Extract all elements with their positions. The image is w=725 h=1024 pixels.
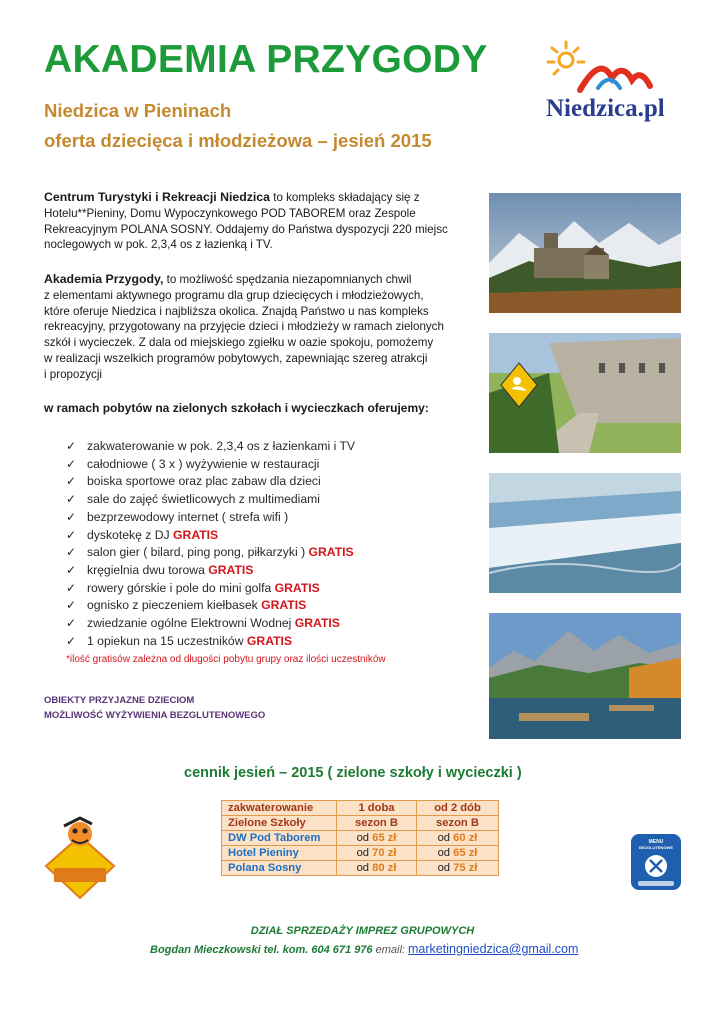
check-icon: ✓ (66, 580, 77, 595)
academy-line-1: to możliwość spędzania niezapomnianych chwil (163, 273, 412, 286)
intro-text: to kompleks składający się z Hotelu**Pieniny, Domu Wypoczynkowego POD TABOREM oraz Zespole Rekreacyjnym POLANA SOSNY. Oddajemy do Państwa dyspozycji 220 miejsc noclegowych w pok. 2,3,4 os z łazienką i TV. (44, 191, 448, 252)
contact-line (150, 942, 578, 956)
email-label: email: (375, 944, 409, 956)
academy-line-4: rekreacyjny, przygotowany na przyjęcie dzieci i młodzieży w ramach zielonych (44, 320, 444, 334)
gratis-badge: GRATIS (308, 545, 354, 560)
gluten-free-menu-icon (630, 833, 682, 891)
list-item: ✓ sale do zajęć świetlicowych z multimediami (66, 491, 355, 509)
academy-line-7: i propozycji (44, 367, 102, 381)
svg-text:MENU: MENU (648, 839, 664, 845)
intro-paragraph (44, 190, 474, 253)
gratis-footnote: *ilość gratisów zależna od długości pobytu grupy oraz ilości uczestników (66, 654, 386, 665)
list-item: ✓ kręgielnia dwu torowa GRATIS (66, 562, 355, 580)
list-item: ✓ bezprzewodowy internet ( strefa wifi ) (66, 509, 355, 527)
check-icon: ✓ (66, 456, 77, 471)
table-row: Zielone Szkoły sezon B sezon B (222, 816, 499, 831)
page-title: AKADEMIA PRZYGODY (44, 38, 488, 81)
subtitle-location: Niedzica w Pieninach (44, 100, 232, 121)
list-item: ✓ dyskotekę z DJ GRATIS (66, 527, 355, 545)
offer-list (66, 438, 355, 650)
child-friendly-note: OBIEKTY PRZYJAZNE DZIECIOM (44, 695, 195, 706)
offer-heading: w ramach pobytów na zielonych szkołach i wycieczkach oferujemy: (44, 401, 429, 415)
sales-department: DZIAŁ SPRZEDAŻY IMPREZ GRUPOWYCH (250, 925, 475, 937)
check-icon: ✓ (66, 509, 77, 524)
contact-person: Bogdan Mieczkowski tel. kom. 604 671 976 (150, 944, 373, 956)
river-rafting-photo (489, 613, 681, 739)
check-icon: ✓ (66, 492, 77, 507)
academy-lead: Akademia Przygody, (44, 272, 164, 286)
price-list-title: cennik jesień – 2015 ( zielone szkoły i wycieczki ) (184, 765, 522, 781)
academy-line-3: które oferuje Niedzica i najbliższa okolica. Znajdą Państwo u nas kompleks (44, 304, 429, 318)
list-item: ✓ rowery górskie i pole do mini golfa GRATIS (66, 580, 355, 598)
check-icon: ✓ (66, 562, 77, 577)
academy-line-5: szkół i wycieczek. Z dala od miejskiego zgiełku w oazie spokoju, pomożemy (44, 336, 434, 350)
mountain-wave-icon (580, 69, 650, 90)
sun-icon (548, 42, 584, 74)
academy-paragraph (44, 272, 474, 383)
list-item: ✓ ognisko z pieczeniem kiełbasek GRATIS (66, 597, 355, 615)
list-item: ✓ całodniowe ( 3 x ) wyżywienie w restauracji (66, 456, 355, 474)
subtitle-offer: oferta dziecięca i młodzieżowa – jesień 2015 (44, 130, 432, 151)
check-icon: ✓ (66, 527, 77, 542)
check-icon: ✓ (66, 598, 77, 613)
dam-waterfall-photo (489, 473, 681, 593)
list-item: ✓ zakwaterowanie w pok. 2,3,4 os z łazienkami i TV (66, 438, 355, 456)
gratis-badge: GRATIS (274, 580, 320, 595)
intro-lead: Centrum Turystyki i Rekreacji Niedzica (44, 190, 270, 204)
check-icon: ✓ (66, 474, 77, 489)
child-friendly-badge-icon (44, 816, 116, 900)
gratis-badge: GRATIS (208, 562, 254, 577)
check-icon: ✓ (66, 545, 77, 560)
academy-line-6: w realizacji wszelkich programów pobytowych, zapewniając szereg atrakcji (44, 351, 428, 365)
castle-photo (489, 193, 681, 313)
list-item: ✓ 1 opiekun na 15 uczestników GRATIS (66, 633, 355, 651)
table-row: zakwaterowanie 1 doba od 2 dób (222, 801, 499, 816)
table-row: DW Pod Taborem od 65 zł od 60 zł (222, 831, 499, 846)
castle-path-photo (489, 333, 681, 453)
logo-text: Niedzica.pl (546, 95, 665, 122)
gratis-badge: GRATIS (294, 616, 340, 631)
price-table (221, 800, 499, 876)
gluten-free-note: MOŻLIWOŚĆ WYŻYWIENIA BEZGLUTENOWEGO (44, 710, 266, 721)
gratis-badge: GRATIS (173, 527, 219, 542)
niedzica-logo (540, 32, 675, 132)
table-row: Hotel Pieniny od 70 zł od 65 zł (222, 846, 499, 861)
svg-text:BEZGLUTENOWE: BEZGLUTENOWE (639, 845, 673, 850)
table-row: Polana Sosny od 80 zł od 75 zł (222, 861, 499, 876)
list-item: ✓ salon gier ( bilard, ping pong, piłkarzyki ) GRATIS (66, 544, 355, 562)
list-item: ✓ boiska sportowe oraz plac zabaw dla dzieci (66, 473, 355, 491)
gratis-badge: GRATIS (261, 598, 307, 613)
check-icon: ✓ (66, 439, 77, 453)
list-item: ✓ zwiedzanie ogólne Elektrowni Wodnej GRATIS (66, 615, 355, 633)
gratis-badge: GRATIS (246, 633, 293, 648)
academy-line-2: z elementami aktywnego programu dla grup dziecięcych i młodzieżowych, (44, 288, 424, 302)
email-link[interactable]: marketingniedzica@gmail.com (408, 942, 579, 956)
check-icon: ✓ (66, 633, 77, 648)
check-icon: ✓ (66, 616, 77, 631)
